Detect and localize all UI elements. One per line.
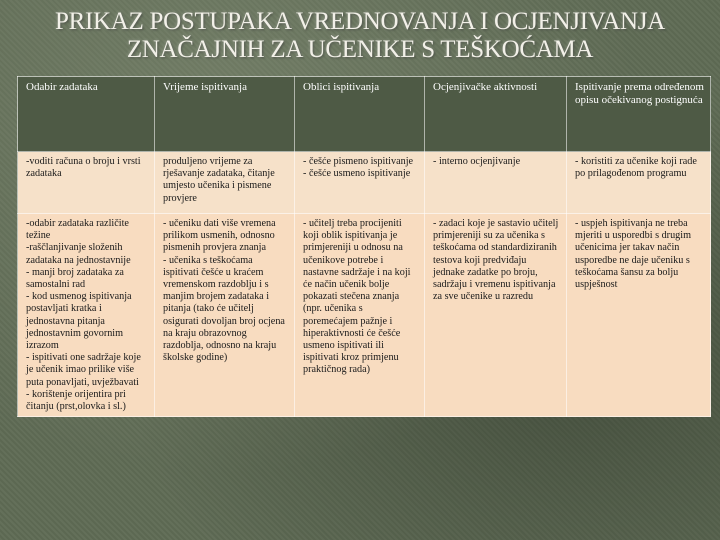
table-cell: - zadaci koje je sastavio učitelj primjereniji su za učenika s teškoćama od standardiziranih testova koji predviđaju jednake zadatke po broju, sadržaju i vremenu ispitivanja za sve učenike u razredu bbox=[425, 214, 567, 417]
table-cell: - učitelj treba procijeniti koji oblik ispitivanja je primjereniji u odnosu na učenikove potrebe i nastavne sadržaje i na koji će način učenik bolje pokazati stečena znanja (npr. učenika s poremećajem pažnje i hiperaktivnosti će češće usmeno ispitivati ili ispitivati kroz primjenu praktičnog rada) bbox=[295, 214, 425, 417]
table-header-row bbox=[18, 77, 711, 152]
header-oblici-ispitivanja: Oblici ispitivanja bbox=[295, 77, 425, 152]
header-ocjenjivacke-aktivnosti: Ocjenjivačke aktivnosti bbox=[425, 77, 567, 152]
table-cell: - uspjeh ispitivanja ne treba mjeriti u usporedbi s drugim učenicima jer takav način usporedbe ne daje učeniku s teškoćama šansu za bolju uspješnost bbox=[567, 214, 711, 417]
table-cell: - interno ocjenjivanje bbox=[425, 152, 567, 214]
table-cell: - koristiti za učenike koji rade po prilagođenom programu bbox=[567, 152, 711, 214]
table-cell: -voditi računa o broju i vrsti zadataka bbox=[18, 152, 155, 214]
header-vrijeme-ispitivanja: Vrijeme ispitivanja bbox=[155, 77, 295, 152]
table-cell: -odabir zadataka različite težine -raščlanjivanje složenih zadataka na jednostavnije - manji broj zadataka za samostalni rad - kod usmenog ispitivanja postavljati kratka i jednostavna pitanja jednostavnim govornim izrazom - ispitivati one sadržaje koje je učenik imao prilike više puta ponavljati, uvježbavati - korištenje orijentira pri čitanju (prst,olovka i sl.) bbox=[18, 214, 155, 417]
table-cell: - učeniku dati više vremena prilikom usmenih, odnosno pismenih provjera znanja - učenika s teškoćama ispitivati češće u kraćem vremenskom razdoblju i s manjim brojem zadataka i pitanja (tako će učitelj osigurati dovoljan broj ocjena na kraju obrazovnog razdoblja, odnosno na kraju školske godine) bbox=[155, 214, 295, 417]
table-cell: produljeno vrijeme za rješavanje zadataka, čitanje umjesto učenika i pismene provjere bbox=[155, 152, 295, 214]
title-line-2: ZNAČAJNIH ZA UČENIKE S TEŠKOĆAMA bbox=[126, 36, 594, 63]
header-odabir-zadataka: Odabir zadataka bbox=[18, 77, 155, 152]
table-row bbox=[18, 152, 711, 214]
header-ispitivanje-prema-opisu: Ispitivanje prema određenom opisu očekivanog postignuća bbox=[567, 77, 711, 152]
page-title bbox=[0, 8, 720, 64]
table-row bbox=[18, 214, 711, 417]
table-cell: - češće pismeno ispitivanje - češće usmeno ispitivanje bbox=[295, 152, 425, 214]
assessment-table bbox=[17, 76, 711, 417]
title-line-1: PRIKAZ POSTUPAKA VREDNOVANJA I OCJENJIVANJA bbox=[55, 8, 665, 35]
